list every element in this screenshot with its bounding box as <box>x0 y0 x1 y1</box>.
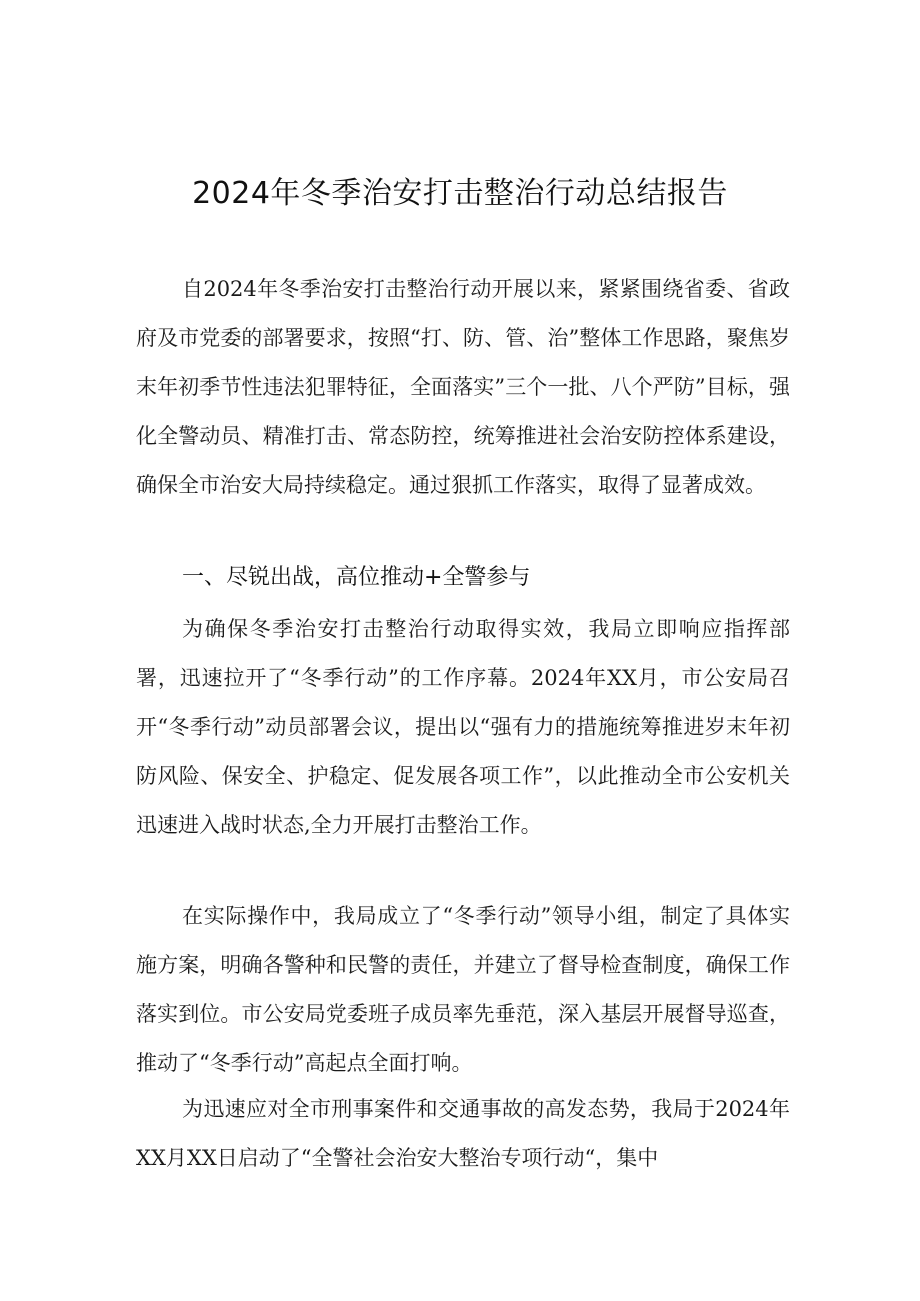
body-paragraph: 为确保冬季治安打击整治行动取得实效，我局立即响应指挥部署，迅速拉开了“冬季行动”的工作序幕。2024年XX月，市公安局召开“冬季行动”动员部署会议，提出以“强有力的措施统筹推进岁末年初防风险、保安全、护稳定、促发展各项工作”，以此推动全市公安机关迅速进入战时状态,全力开展打击整治工作。 <box>136 617 790 837</box>
section-heading: 一、尽锐出战，高位推动+全警参与 <box>182 565 531 590</box>
document-title: 2024年冬季治安打击整治行动总结报告 <box>192 176 728 211</box>
body-paragraph: 为迅速应对全市刑事案件和交通事故的高发态势，我局于2024年XX月XX日启动了“全警社会治安大整治专项行动“，集中 <box>136 1097 790 1170</box>
body-paragraph: 在实际操作中，我局成立了“冬季行动”领导小组，制定了具体实施方案，明确各警种和民警的责任，并建立了督导检查制度，确保工作落实到位。市公安局党委班子成员率先垂范，深入基层开展督导巡查，推动了“冬季行动”高起点全面打响。 <box>136 904 790 1075</box>
intro-paragraph: 自2024年冬季治安打击整治行动开展以来，紧紧围绕省委、省政府及市党委的部署要求，按照“打、防、管、治”整体工作思路，聚焦岁末年初季节性违法犯罪特征，全面落实”三个一批、八个严防”目标，强化全警动员、精准打击、常态防控，统筹推进社会治安防控体系建设，确保全市治安大局持续稳定。通过狠抓工作落实，取得了显著成效。 <box>136 277 790 497</box>
